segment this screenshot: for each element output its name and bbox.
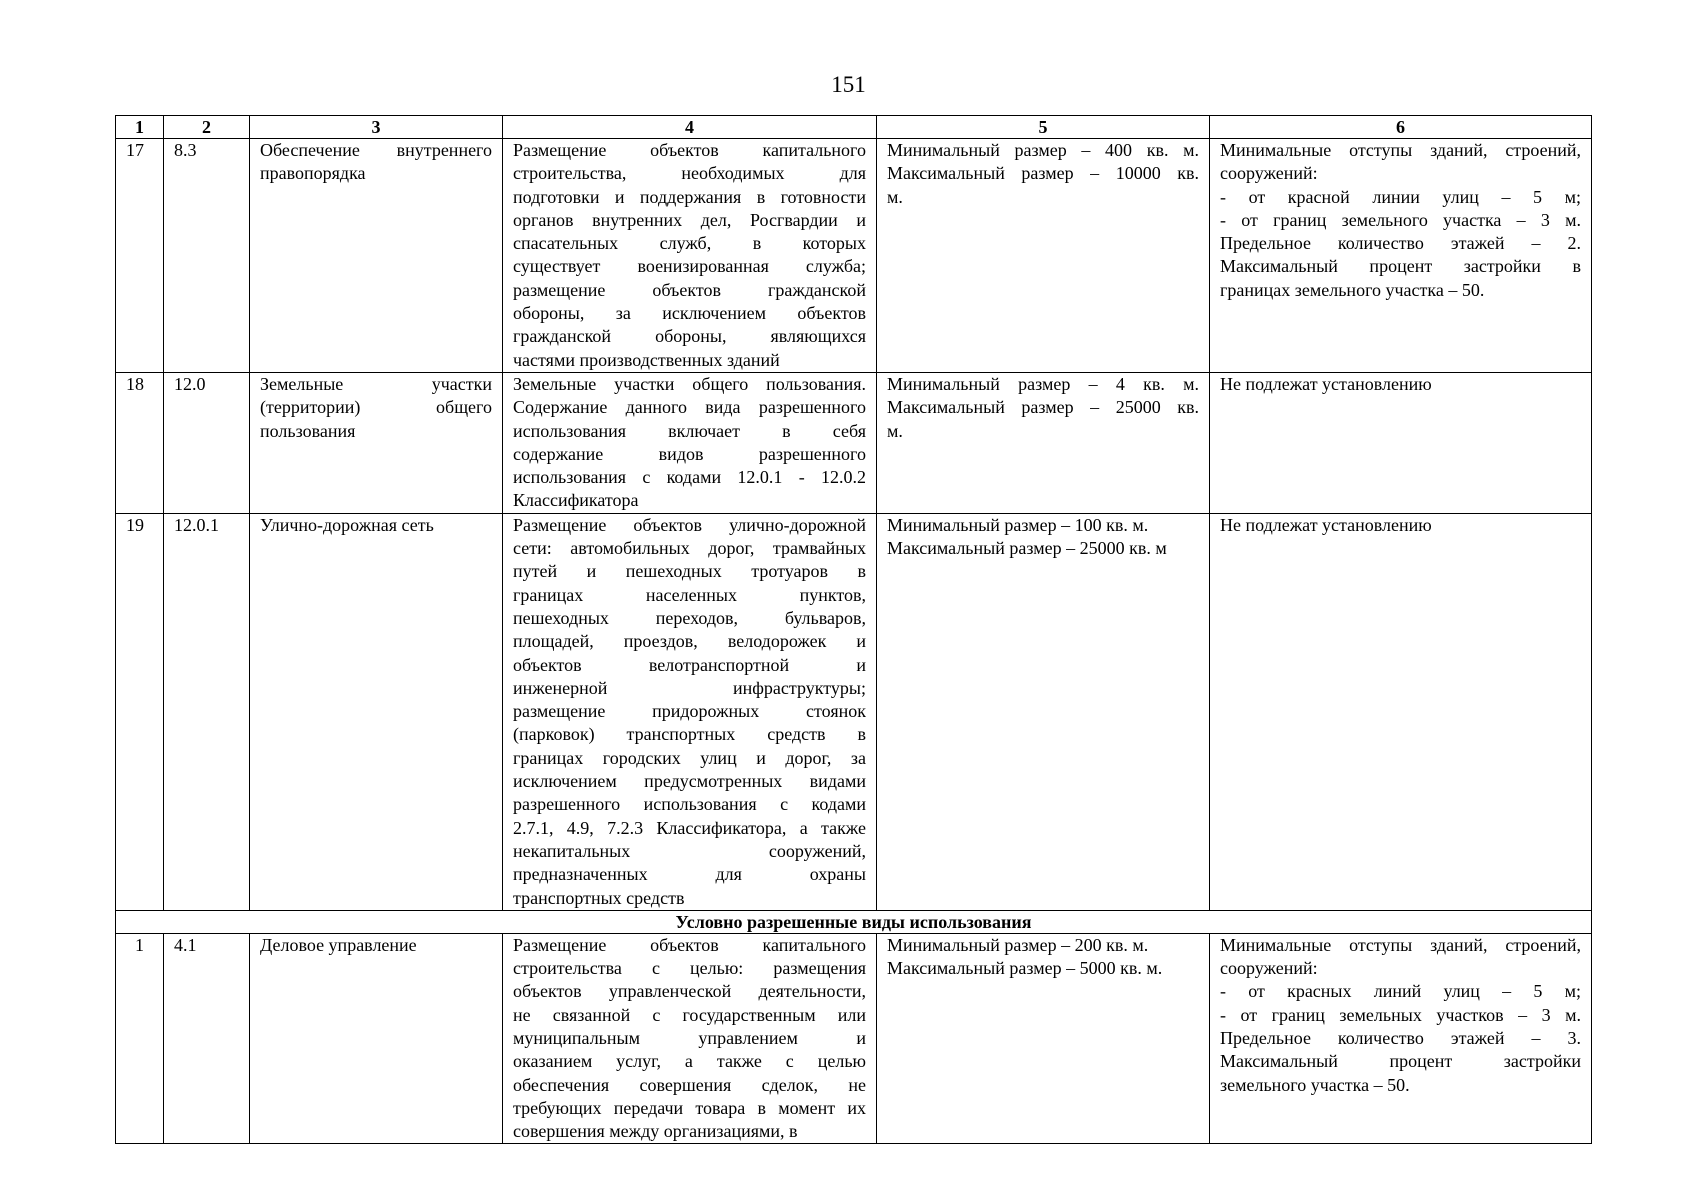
text-line: Классификатора: [513, 490, 639, 511]
plot-size: [877, 513, 1210, 910]
text-line: гражданской обороны, являющихся: [513, 326, 866, 347]
text-line: сооружений:: [1220, 163, 1318, 184]
text-line: Предельное количество этажей – 2.: [1220, 233, 1581, 254]
table-row: [116, 139, 1592, 373]
col-header-5: 5: [877, 116, 1210, 139]
use-description: [503, 513, 877, 910]
header-row: [116, 116, 1592, 139]
row-number: 17: [116, 139, 164, 373]
text-line: Максимальный процент застройки: [1220, 1051, 1581, 1072]
section-title: Условно разрешенные виды использования: [116, 910, 1592, 933]
use-name: [250, 372, 503, 513]
text-line: - от границ земельных участков – 3 м.: [1220, 1004, 1581, 1025]
text-line: земельного участка – 50.: [1220, 1074, 1410, 1095]
text-line: использования с кодами 12.0.1 - 12.0.2: [513, 467, 866, 488]
use-code: 12.0.1: [164, 513, 250, 910]
text-line: границах населенных пунктов,: [513, 584, 866, 605]
text-line: Максимальный размер – 25000 кв.: [887, 397, 1199, 418]
text-line: строительства, необходимых для: [513, 163, 866, 184]
text-line: Земельные участки: [260, 373, 492, 394]
text-line: Минимальный размер – 4 кв. м.: [887, 373, 1199, 394]
text-line: м.: [887, 420, 903, 441]
text-line: обеспечения совершения сделок, не: [513, 1074, 866, 1095]
text-line: размещение придорожных стоянок: [513, 701, 866, 722]
text-line: пешеходных переходов, бульваров,: [513, 607, 866, 628]
text-line: границах городских улиц и дорог, за: [513, 747, 866, 768]
text-line: некапитальных сооружений,: [513, 840, 866, 861]
col-header-3: 3: [250, 116, 503, 139]
text-line: оказанием услуг, а также с целью: [513, 1051, 866, 1072]
text-line: инженерной инфраструктуры;: [513, 677, 866, 698]
text-line: Минимальный размер – 400 кв. м.: [887, 140, 1199, 160]
use-description: [503, 372, 877, 513]
table-row: [116, 513, 1592, 910]
text-line: площадей, проездов, велодорожек и: [513, 631, 866, 652]
building-parameters: [1210, 139, 1592, 373]
building-parameters: [1210, 513, 1592, 910]
text-line: Земельные участки общего пользования.: [513, 373, 866, 394]
use-name: [250, 139, 503, 373]
text-line: транспортных средств: [513, 887, 685, 908]
text-line: - от границ земельного участка – 3 м.: [1220, 209, 1581, 230]
text-line: - от красных линий улиц – 5 м;: [1220, 981, 1581, 1002]
use-name: [250, 513, 503, 910]
col-header-4: 4: [503, 116, 877, 139]
text-line: исключением предусмотренных видами: [513, 771, 866, 792]
text-line: спасательных служб, в которых: [513, 233, 866, 254]
text-line: Предельное количество этажей – 3.: [1220, 1027, 1581, 1048]
text-line: сооружений:: [1220, 958, 1318, 979]
text-line: Обеспечение внутреннего: [260, 140, 492, 160]
col-header-1: 1: [116, 116, 164, 139]
text-line: м.: [887, 186, 903, 207]
use-name: [250, 933, 503, 1144]
use-code: 4.1: [164, 933, 250, 1144]
plot-size: [877, 372, 1210, 513]
text-line: Максимальный размер – 10000 кв.: [887, 163, 1199, 184]
text-line: пользования: [260, 420, 356, 441]
plot-size: [877, 139, 1210, 373]
text-line: Минимальный размер – 100 кв. м.: [887, 514, 1149, 535]
text-line: Минимальные отступы зданий, строений,: [1220, 140, 1581, 160]
use-description: [503, 139, 877, 373]
use-code: 8.3: [164, 139, 250, 373]
text-line: (территории) общего: [260, 397, 492, 418]
text-line: обороны, за исключением объектов: [513, 303, 866, 324]
text-line: сети: автомобильных дорог, трамвайных: [513, 538, 866, 559]
text-line: существует военизированная служба;: [513, 256, 866, 277]
row-number: 1: [116, 933, 164, 1144]
table-row: [116, 372, 1592, 513]
row-number: 18: [116, 372, 164, 513]
text-line: объектов управленческой деятельности,: [513, 981, 866, 1002]
plot-size: [877, 933, 1210, 1144]
text-line: Максимальный процент застройки в: [1220, 256, 1581, 277]
text-line: объектов велотранспортной и: [513, 654, 866, 675]
text-line: правопорядка: [260, 163, 366, 184]
page-number: 151: [831, 72, 866, 97]
text-line: Размещение объектов улично-дорожной: [513, 514, 866, 535]
text-line: Минимальный размер – 200 кв. м.: [887, 934, 1149, 955]
text-line: Размещение объектов капитального: [513, 140, 866, 160]
text-line: Улично-дорожная сеть: [260, 514, 434, 535]
text-line: разрешенного использования с кодами: [513, 794, 866, 815]
use-code: 12.0: [164, 372, 250, 513]
text-line: строительства с целью: размещения: [513, 958, 866, 979]
text-line: путей и пешеходных тротуаров в: [513, 561, 866, 582]
text-line: Не подлежат установлению: [1220, 373, 1432, 394]
text-line: предназначенных для охраны: [513, 864, 866, 885]
text-line: требующих передачи товара в момент их: [513, 1097, 866, 1118]
text-line: не связанной с государственным или: [513, 1004, 866, 1025]
text-line: (парковок) транспортных средств в: [513, 724, 866, 745]
text-line: Размещение объектов капитального: [513, 934, 866, 955]
text-line: - от красной линии улиц – 5 м;: [1220, 186, 1581, 207]
zoning-table: [115, 115, 1592, 1144]
text-line: использования включает в себя: [513, 420, 866, 441]
text-line: границах земельного участка – 50.: [1220, 279, 1485, 300]
use-description: [503, 933, 877, 1144]
col-header-2: 2: [164, 116, 250, 139]
text-line: органов внутренних дел, Росгвардии и: [513, 209, 866, 230]
section-row: [116, 910, 1592, 933]
table-row: [116, 933, 1592, 1144]
building-parameters: [1210, 933, 1592, 1144]
text-line: Максимальный размер – 25000 кв. м: [887, 538, 1167, 559]
text-line: подготовки и поддержания в готовности: [513, 186, 866, 207]
text-line: 2.7.1, 4.9, 7.2.3 Классификатора, а также: [513, 817, 866, 838]
building-parameters: [1210, 372, 1592, 513]
row-number: 19: [116, 513, 164, 910]
text-line: Содержание данного вида разрешенного: [513, 397, 866, 418]
text-line: Максимальный размер – 5000 кв. м.: [887, 958, 1163, 979]
text-line: размещение объектов гражданской: [513, 279, 866, 300]
text-line: содержание видов разрешенного: [513, 443, 866, 464]
text-line: Минимальные отступы зданий, строений,: [1220, 934, 1581, 955]
col-header-6: 6: [1210, 116, 1592, 139]
text-line: муниципальным управлением и: [513, 1027, 866, 1048]
text-line: совершения между организациями, в: [513, 1121, 798, 1142]
text-line: Деловое управление: [260, 934, 417, 955]
text-line: Не подлежат установлению: [1220, 514, 1432, 535]
text-line: частями производственных зданий: [513, 349, 780, 370]
